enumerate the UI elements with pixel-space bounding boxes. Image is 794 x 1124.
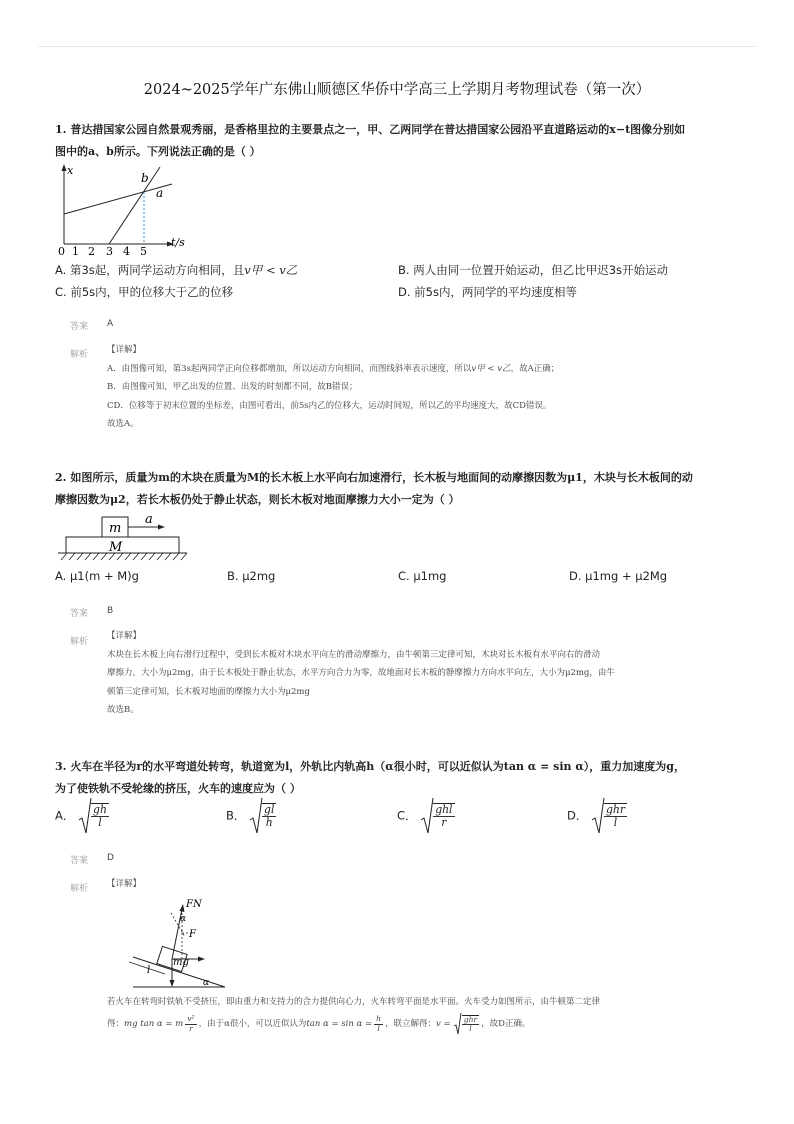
q3-stem-line2: 为了使铁轨不受轮缘的挤压，火车的速度应为（ ）	[55, 782, 301, 795]
q3-label-l: l	[147, 965, 151, 976]
q3-option-d-letter: D．	[567, 808, 588, 823]
q2-analysis-label: 解析	[70, 637, 89, 647]
q3-stem	[55, 756, 745, 800]
q2-answer-label: 答案	[70, 609, 89, 619]
q1-detail-line-choice: 故选A。	[107, 419, 139, 429]
q1-t-label: t/s	[171, 236, 185, 249]
q3-option-a-radical	[78, 796, 92, 836]
q1-detail-line-cd: CD．位移等于初末位置的坐标差，由图可看出，前5s内乙的位移大，运动时间短，所以乙的平均速度大，故CD错误。	[107, 400, 552, 411]
q2-stem-line2: 摩擦因数为μ2，若长木板仍处于静止状态，则长木板对地面摩擦力大小一定为（ ）	[55, 493, 460, 506]
q3-option-c-radical	[420, 796, 434, 836]
q3-frac-v2-r: $\frac{\text{v²}}{r}$	[187, 1014, 195, 1033]
q3-answer-label: 答案	[70, 856, 89, 866]
q1-detail-line-a: A．由图像可知，第3s起两同学正向位移都增加，所以运动方向相同，而图线斜率表示速度，所以v甲 < v乙，故A正确；	[107, 363, 560, 374]
q3-answer-value: D	[107, 853, 114, 863]
q2-accel-arrowhead	[158, 525, 165, 530]
q3-stem-line1: 3. 火车在半径为r的水平弯道处转弯，轨道宽为l，外轨比内轨高h（α很小时，可以近似认为tan α = sin α），重力加速度为g，	[55, 760, 685, 773]
q1-detail-line-b: B．由图像可知，甲乙出发的位置、出发的时刻都不同，故B错误；	[107, 382, 358, 392]
top-divider	[38, 46, 756, 47]
q3-option-b-letter: B．	[226, 808, 246, 823]
q3-label-f: F	[189, 929, 196, 940]
q1-tick-5: 5	[140, 245, 147, 258]
q3-eq-centripetal: mg tan α = m	[124, 1018, 184, 1029]
q3-option-a-frac: $\frac{gh}{l}$	[93, 803, 107, 829]
q1-tick-2: 2	[88, 245, 95, 258]
q3-option-d-frac: $\frac{\text{ghr}}{l}$	[606, 803, 626, 829]
q3-eq-tan-sin: tan α = sin α =	[306, 1018, 373, 1029]
q3-option-c-letter: C．	[397, 808, 417, 823]
q2-detail	[107, 627, 747, 720]
q2-detail-line3: 顿第三定律可知，长木板对地面的摩擦力大小为μ2mg	[107, 686, 310, 697]
q1-detail	[107, 341, 747, 434]
q1-label-b: b	[141, 171, 149, 185]
q2-detail-line4: 故选B。	[107, 705, 139, 715]
q1-stem-line2: 图中的a、b所示。下列说法正确的是（ ）	[55, 145, 261, 158]
q3-label-alpha-top: α	[180, 914, 187, 924]
q1-option-d[interactable]: D. 前5s内，两同学的平均速度相等	[398, 285, 577, 299]
q3-analysis-label: 解析	[70, 884, 89, 894]
q3-label-mg: mg	[173, 957, 189, 968]
q3-option-c[interactable]	[397, 796, 457, 836]
q1-detail-heading: 【详解】	[107, 345, 142, 355]
q3-option-a[interactable]	[55, 796, 111, 836]
q3-label-alpha-bottom: α	[203, 978, 210, 988]
q2-stem	[55, 467, 745, 511]
q1-option-a[interactable]	[55, 262, 297, 278]
page-title: 2024~2025学年广东佛山顺德区华侨中学高三上学期月考物理试卷（第一次）	[143, 82, 651, 98]
q3-frac-h-l: $\frac{h}{l}$	[376, 1014, 382, 1033]
q2-detail-heading: 【详解】	[107, 631, 142, 641]
q2-option-a[interactable]: A. μ1(m + M)g	[55, 569, 139, 583]
q2-label-M: M	[109, 540, 123, 555]
q3-option-c-frac: $\frac{\text{ghl}}{r}$	[435, 803, 453, 829]
q1-answer-value: A	[107, 319, 114, 329]
q2-long-board	[66, 537, 179, 553]
q2-label-a: a	[145, 512, 153, 527]
q1-xt-graph	[55, 162, 205, 258]
q3-detail-line1: 若火车在转弯时铁轨不受挤压，即由重力和支持力的合力提供向心力，火车转弯平面是水平面。火车受力如图所示，由牛顿第二定律	[107, 997, 601, 1007]
q1-option-a-math: v甲 < v乙	[244, 263, 298, 277]
q2-option-c[interactable]: C. μ1mg	[398, 569, 447, 583]
q1-x-axis-arrow	[62, 164, 67, 171]
q1-option-a-text: A. 第3s起，两同学运动方向相同，且	[55, 263, 245, 277]
q1-option-c[interactable]: C. 前5s内，甲的位移大于乙的位移	[55, 285, 234, 299]
q1-tick-1: 1	[72, 245, 79, 258]
q3-option-b-radical	[249, 796, 263, 836]
q1-x-label: x	[67, 164, 74, 177]
q2-detail-line2: 摩擦力，大小为μ2mg，由于长木板处于静止状态，水平方向合力为零，故地面对长木板的静摩擦力方向水平向左，大小为μ2mg，由牛	[107, 668, 615, 678]
q2-block-figure	[55, 510, 190, 562]
q1-answer-label: 答案	[70, 322, 89, 332]
q1-detail-a-math: v甲 < v乙	[471, 363, 511, 374]
q3-detail-line2: 得： mg tan α = m $\frac{\text{v²}}{r}$ ，由于α很小，可以近似认为 tan α = sin α = $\frac{h}{l}$ ，联立解得： v = $\frac{\text{ghr}}{l}$ ，故D正确。	[107, 1012, 747, 1036]
q1-label-a: a	[156, 186, 164, 200]
q1-tick-0: 0	[58, 245, 65, 258]
q2-stem-line1: 2. 如图所示，质量为m的木块在质量为M的长木板上水平向右加速滑行，长木板与地面间的动摩擦因数为μ1，木块与长木板间的动	[55, 471, 693, 484]
q2-option-d[interactable]: D. μ1mg + μ2Mg	[569, 569, 668, 583]
q1-tick-4: 4	[123, 245, 130, 258]
q2-option-b[interactable]: B. μ2mg	[227, 569, 276, 583]
q3-detail-heading: 【详解】	[107, 879, 142, 889]
q3-eq-v: v =	[436, 1018, 451, 1029]
q1-stem-line1: 1. 普达措国家公园自然景观秀丽，是香格里拉的主要景点之一，甲、乙两同学在普达措国家公园沿平直道路运动的x−t图像分别如	[55, 123, 686, 136]
q1-line-b	[109, 167, 160, 244]
q3-option-d[interactable]	[567, 796, 629, 836]
q2-ground-hatch	[61, 553, 187, 560]
q2-answer-value: B	[107, 606, 114, 616]
q1-tick-3: 3	[106, 245, 113, 258]
q3-option-d-radical	[591, 796, 605, 836]
q1-analysis-label: 解析	[70, 350, 89, 360]
q3-frac-ghr-l: $\frac{\text{ghr}}{l}$	[463, 1014, 478, 1033]
q3-option-b-frac: $\frac{gl}{h}$	[264, 803, 275, 829]
q2-detail-line1: 木块在长木板上向右滑行过程中，受到长木板对木块水平向左的滑动摩擦力，由牛顿第三定律可知，木块对长木板有水平向右的滑动	[107, 649, 601, 660]
q3-option-b[interactable]	[226, 796, 278, 836]
q3-detail-radical	[453, 1012, 462, 1036]
q3-option-a-letter: A．	[55, 808, 75, 823]
q3-label-fn: FN	[186, 899, 202, 910]
q1-option-b[interactable]: B. 两人由同一位置开始运动，但乙比甲迟3s开始运动	[398, 263, 669, 277]
q1-stem	[55, 119, 745, 163]
q3-force-diagram	[125, 893, 235, 993]
q2-label-m: m	[109, 521, 122, 536]
